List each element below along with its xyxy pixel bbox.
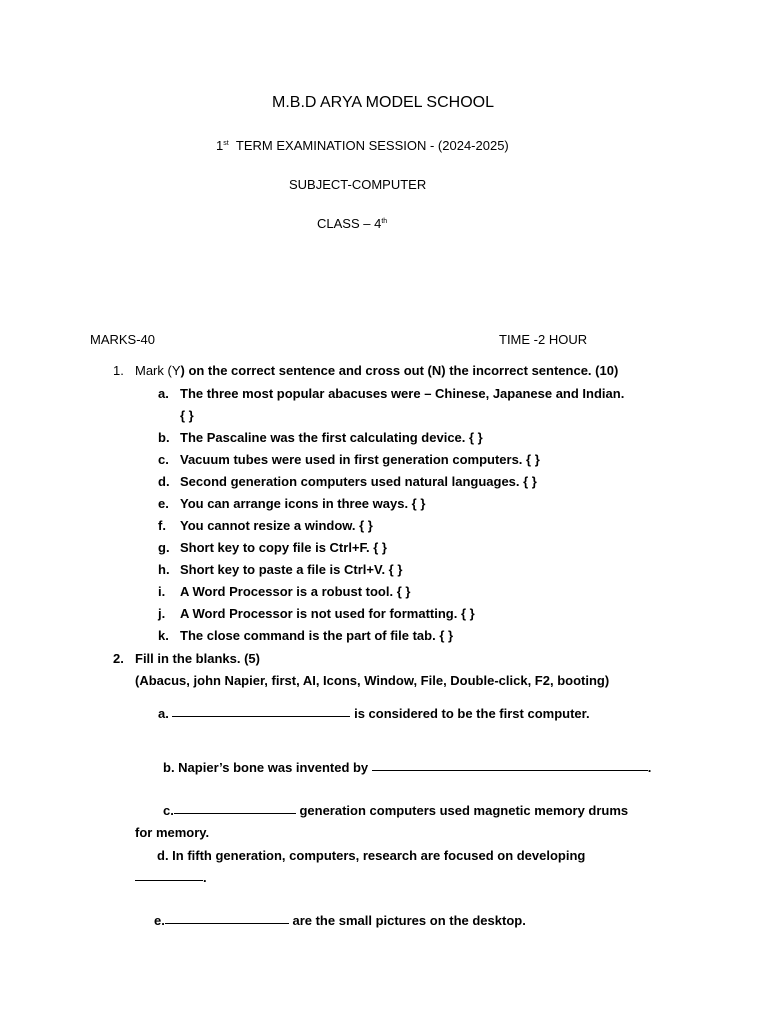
question-1: [113, 363, 618, 378]
item-text: b. Napier’s bone was invented by: [163, 760, 369, 775]
q1-item-g: [158, 540, 387, 555]
item-letter: e.: [158, 496, 169, 511]
q1-item-h: [158, 562, 402, 577]
item-text: Second generation computers used natural languages. { }: [180, 474, 537, 489]
q1-item-f: [158, 518, 373, 533]
marks-label: MARKS-40: [90, 332, 156, 347]
item-text: You cannot resize a window. { }: [180, 518, 373, 533]
item-letter: g.: [158, 540, 170, 555]
class-title: [317, 216, 387, 231]
question-1-text: ) on the correct sentence and cross out (N) the incorrect sentence. (10): [180, 363, 619, 378]
item-letter: i.: [158, 584, 166, 599]
item-text: generation computers used magnetic memory drums: [299, 803, 629, 818]
q2-item-b: [163, 760, 651, 775]
q1-item-i: [158, 584, 410, 599]
answer-blank: [172, 715, 350, 717]
item-letter: a.: [158, 706, 169, 721]
item-letter: a.: [158, 386, 169, 401]
q1-item-j: [158, 606, 475, 621]
question-number: 1.: [113, 363, 124, 378]
item-end: .: [203, 870, 207, 885]
item-text: is considered to be the first computer.: [354, 706, 590, 721]
q1-item-a-answer-box: [180, 408, 194, 423]
q1-item-a: [158, 386, 624, 401]
question-2-text: Fill in the blanks. (5): [135, 651, 260, 666]
q1-item-d: [158, 474, 537, 489]
item-text: Short key to paste a file is Ctrl+V. { }: [180, 562, 403, 577]
item-text: You can arrange icons in three ways. { }: [180, 496, 426, 511]
session-ordinal-suffix: st: [223, 140, 229, 147]
q2-item-e: [154, 913, 526, 928]
q2-item-c: [163, 803, 628, 818]
class-suffix: th: [381, 218, 388, 225]
class-label: CLASS – 4: [317, 216, 382, 231]
item-letter: c.: [158, 452, 169, 467]
item-text: A Word Processor is a robust tool. { }: [180, 584, 411, 599]
item-text: are the small pictures on the desktop.: [292, 913, 526, 928]
question-2: [113, 651, 260, 666]
q2-item-d-blank-line: [135, 870, 207, 885]
school-name: M.B.D ARYA MODEL SCHOOL: [272, 94, 494, 111]
answer-blank: [165, 922, 289, 924]
item-letter: e.: [154, 913, 165, 928]
item-letter: d.: [158, 474, 170, 489]
exam-session: [216, 138, 509, 153]
item-text: { }: [180, 408, 194, 423]
item-text: The close command is the part of file tab. { }: [180, 628, 454, 643]
item-letter: k.: [158, 628, 169, 643]
answer-blank: [174, 812, 296, 814]
answer-blank: [135, 879, 203, 881]
session-ordinal: 1: [216, 138, 224, 153]
q1-item-e: [158, 496, 425, 511]
item-text: The Pascaline was the first calculating device. { }: [180, 430, 483, 445]
item-letter: b.: [158, 430, 170, 445]
time-label: TIME -2 HOUR: [499, 332, 588, 347]
item-text: Vacuum tubes were used in first generation computers. { }: [180, 452, 540, 467]
q2-word-options: (Abacus, john Napier, first, AI, Icons, Window, File, Double-click, F2, booting): [135, 673, 610, 688]
subject-title: SUBJECT-COMPUTER: [289, 177, 427, 192]
item-text: A Word Processor is not used for formatting. { }: [180, 606, 475, 621]
item-letter: j.: [158, 606, 166, 621]
q1-item-k: [158, 628, 453, 643]
question-number: 2.: [113, 651, 124, 666]
item-letter: c.: [163, 803, 174, 818]
q2-item-a: [158, 706, 590, 721]
q2-item-c-continued: for memory.: [135, 825, 210, 840]
question-1-prefix: Mark (Y: [135, 363, 181, 378]
q1-item-c: [158, 452, 540, 467]
item-end: .: [647, 760, 652, 775]
item-text: Short key to copy file is Ctrl+F. { }: [180, 540, 387, 555]
answer-blank: [372, 769, 648, 771]
q2-item-d: d. In fifth generation, computers, research are focused on developing: [157, 848, 586, 863]
q1-item-b: [158, 430, 483, 445]
item-letter: h.: [158, 562, 170, 577]
session-title: TERM EXAMINATION SESSION - (2024-2025): [235, 138, 509, 153]
item-letter: f.: [158, 518, 166, 533]
item-text: The three most popular abacuses were – Chinese, Japanese and Indian.: [180, 386, 625, 401]
